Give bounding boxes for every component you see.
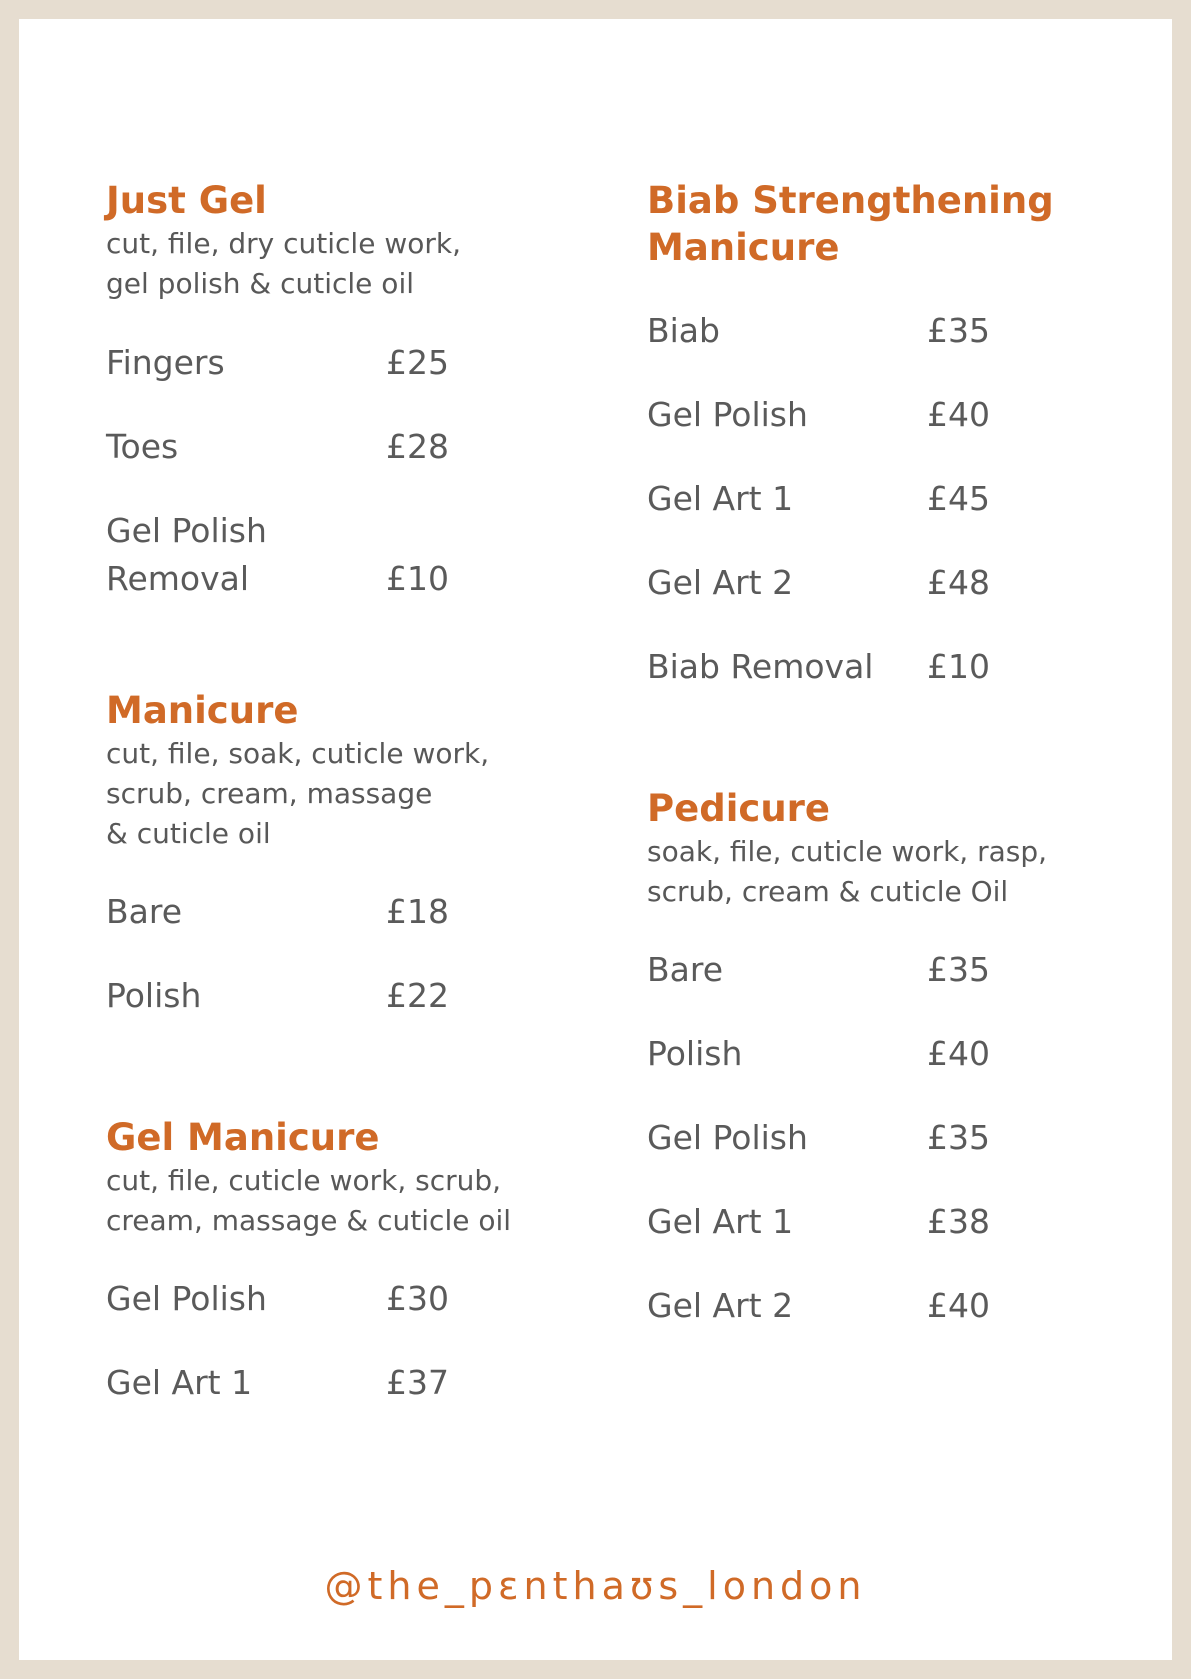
section-description: cut, file, dry cuticle work, gel polish & cuticle oil	[106, 227, 461, 300]
item-price: £25	[386, 343, 449, 382]
item-name: Gel Art 1	[647, 1202, 794, 1241]
item-price: £18	[386, 892, 449, 931]
item-name: Bare	[106, 892, 183, 931]
item-price: £30	[386, 1279, 449, 1318]
item-price: £40	[927, 395, 990, 434]
item-price: £48	[927, 563, 990, 602]
item-name: Gel Art 2	[647, 563, 794, 602]
price-item	[647, 475, 1127, 523]
item-name: Polish	[106, 976, 202, 1015]
instagram-handle: @the_pεnthaʊs_london	[324, 1564, 867, 1608]
section-biab	[647, 177, 1127, 691]
section-title: Biab Strengthening Manicure	[647, 179, 1054, 269]
price-item	[647, 1282, 1127, 1330]
item-price: £45	[927, 479, 990, 518]
item-name: Fingers	[106, 343, 225, 382]
price-item	[647, 946, 1127, 994]
item-price: £38	[927, 1202, 990, 1241]
price-list	[106, 339, 586, 603]
price-item	[647, 1114, 1127, 1162]
item-name: Biab Removal	[647, 647, 874, 686]
item-name: Gel Art 1	[647, 479, 794, 518]
price-item	[647, 1198, 1127, 1246]
item-price: £40	[927, 1034, 990, 1073]
item-name: Gel Polish	[647, 1118, 808, 1157]
section-gel-manicure	[106, 1114, 586, 1407]
price-item	[647, 1030, 1127, 1078]
section-pedicure	[647, 785, 1127, 1330]
section-description: cut, file, soak, cuticle work, scrub, cream, massage & cuticle oil	[106, 737, 490, 850]
item-price: £35	[927, 311, 990, 350]
section-just-gel	[106, 177, 586, 603]
price-item	[106, 1275, 586, 1323]
price-item	[106, 423, 586, 471]
section-description: cut, file, cuticle work, scrub, cream, massage & cuticle oil	[106, 1164, 512, 1237]
item-name: Toes	[106, 427, 179, 466]
section-manicure	[106, 687, 586, 1020]
item-price: £22	[386, 976, 449, 1015]
section-title: Pedicure	[647, 787, 830, 830]
price-item	[106, 1359, 586, 1407]
section-title: Manicure	[106, 689, 299, 732]
item-price: £10	[386, 559, 449, 598]
menu-page	[19, 19, 1172, 1660]
item-name: Polish	[647, 1034, 743, 1073]
item-price: £37	[386, 1363, 449, 1402]
left-column	[106, 177, 586, 1407]
price-list	[106, 1275, 586, 1407]
price-item	[647, 559, 1127, 607]
price-item	[647, 391, 1127, 439]
right-column	[647, 177, 1127, 1330]
price-item	[647, 307, 1127, 355]
price-list	[647, 946, 1127, 1330]
section-description: soak, file, cuticle work, rasp, scrub, cream & cuticle Oil	[647, 835, 1048, 908]
item-price: £35	[927, 950, 990, 989]
section-title: Gel Manicure	[106, 1116, 380, 1159]
item-name: Gel Art 1	[106, 1363, 253, 1402]
item-price: £28	[386, 427, 449, 466]
item-price: £40	[927, 1286, 990, 1325]
price-item	[106, 888, 586, 936]
item-name: Gel Polish	[106, 1279, 267, 1318]
section-title: Just Gel	[106, 179, 267, 222]
price-item	[106, 339, 586, 387]
item-price: £10	[927, 647, 990, 686]
item-name: Gel Polish Removal	[106, 511, 267, 598]
price-item	[106, 507, 586, 603]
price-item	[647, 643, 1127, 691]
item-name: Bare	[647, 950, 724, 989]
price-list	[647, 307, 1127, 691]
item-price: £35	[927, 1118, 990, 1157]
item-name: Gel Art 2	[647, 1286, 794, 1325]
item-name: Biab	[647, 311, 720, 350]
item-name: Gel Polish	[647, 395, 808, 434]
price-list	[106, 888, 586, 1020]
price-item	[106, 972, 586, 1020]
